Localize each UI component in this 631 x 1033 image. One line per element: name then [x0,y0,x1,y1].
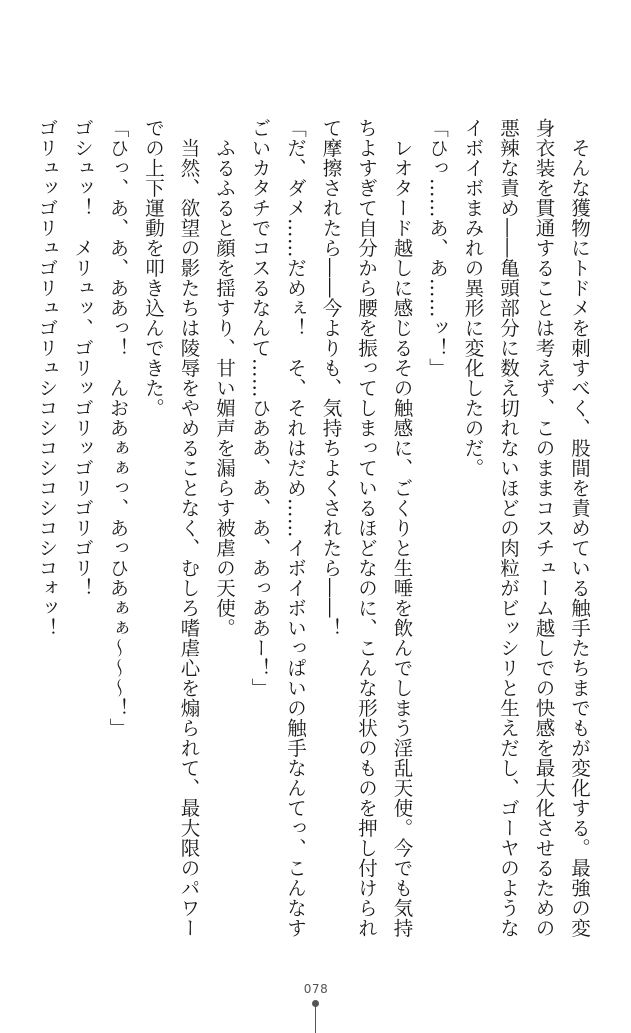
paragraph: 当然、欲望の影たちは陵辱をやめることなく、むしろ嗜虐心を煽られて、最大限のパワーでの上下運動を叩き込んできた。 [142,118,201,938]
page-number: 078 [303,982,329,996]
sound-effect-line: ゴリュッゴリュゴリュゴリュシコシコシコシコシコォッ！ [35,118,59,638]
vertical-text-body [29,118,597,938]
paragraph: ふるふると顔を揺すり、甘い媚声を漏らす被虐の天使。 [213,137,236,638]
dialogue-line: 「ひっ……あ、あ……ッ！」 [426,118,449,378]
dialogue-line: 「だ、ダメ……だめぇ！ そ、それはだめ……イボイボいっぱいの触手なんてっ、こんなすごいカタチでコスるなんて……ひああ、あ、あ、あっああー！」 [248,118,307,938]
sound-effect-line: ゴシュッ！ メリュッ、ゴリッゴリッゴリゴリゴリ！ [71,118,94,598]
page-marker-line [315,1006,316,1033]
dialogue-line: 「ひっ、あ、あ、ああっ！ んおあぁぁっ、あっひあぁぁ～～～！」 [106,118,130,738]
paragraph: そんな獲物にトドメを刺すべく、股間を責めている触手たちまでもが変化する。最強の変身衣装を貫通することは考えず、このままコスチューム越しでの快感を最大化させるための悪辣な責め――亀頭部分に数え切れないほどの肉粒がビッシリと生えだし、ゴーヤのようなイボイボまみれの異形に変化したのだ。 [461,118,591,938]
paragraph: レオタード越しに感じるその触感に、ごくりと生唾を飲んでしまう淫乱天使。今でも気持ちよすぎて自分から腰を振ってしまっているほどなのに、こんな形状のものを押し付けられて摩擦されたら――今よりも、気持ちよくされたら――！ [319,118,414,938]
